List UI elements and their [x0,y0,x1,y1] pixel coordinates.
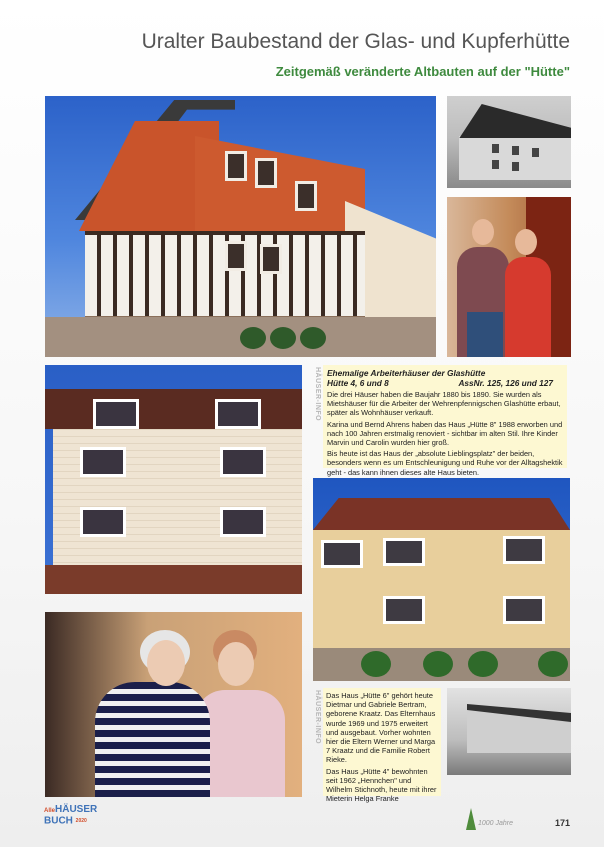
info-box-arbeiterhaeuser [323,365,567,477]
bush-shape [240,327,266,349]
fence-shape [45,565,302,594]
window-shape [225,241,247,271]
bush-shape [468,651,498,677]
bush-shape [300,327,326,349]
info-box-huette [323,688,441,804]
window-shape [260,244,282,274]
woman-right-head-shape [218,642,254,686]
page-subtitle: Zeitgemäß veränderte Altbauten auf der "Hütte" [275,64,570,79]
side-label-top: HÄUSER-INFO [314,367,321,422]
side-label-bottom: HÄUSER-INFO [314,690,321,745]
couple-portrait-photo [447,197,571,357]
roof-shape [313,498,570,530]
bush-shape [538,651,568,677]
info-paragraph: Das Haus „Hütte 4" bewohnten seit 1962 „Hennchen" und Wilhelm Stichnoth, heute mit ihrer Mieterin Helga Franke [326,766,437,804]
logo-top-text: Alle [44,808,56,814]
anniversary-mark [466,808,536,832]
house-numbers: Hütte 4, 6 und 8 [327,378,389,388]
assessment-numbers: AssNr. 125, 126 und 127 [458,378,553,388]
roof-shape [447,104,571,138]
logo-main-text: HÄUSER [55,804,98,815]
window-shape [255,158,277,188]
logo-tag-text: 2020 [75,818,87,824]
window-shape [215,399,261,429]
man-head-shape [472,219,494,245]
logo-sub-text: BUCH [44,815,73,827]
window-shape [93,399,139,429]
woman-head-shape [515,229,537,255]
window-shape [80,507,126,537]
page-title: Uralter Baubestand der Glas- und Kupferhütte [141,30,570,53]
woman-figure [505,257,551,357]
haeuserbuch-logo [44,805,97,827]
anniversary-text: 1000 Jahre [478,820,514,827]
bush-shape [270,327,296,349]
woman-left-head-shape [147,640,185,686]
info-paragraph: Karina und Bernd Ahrens haben das Haus „Hütte 8" 1988 erworben und nach 100 Jahren erstmalig renoviert - sichtbar im alten Stil. Ihre Kinder Marvin und Carolin wurden hier groß. [327,419,563,448]
window-shape [80,447,126,477]
woman-left-figure [95,682,210,797]
window-shape [492,144,499,153]
window-shape [295,181,317,211]
window-shape [321,540,363,568]
bush-shape [361,651,391,677]
window-shape [220,507,266,537]
window-shape [512,146,519,155]
bush-shape [423,651,453,677]
tiled-wall-shape [195,136,365,246]
info-subheading [327,378,567,388]
wall-shape [459,136,571,180]
apartment-house-photo [45,365,302,594]
two-women-portrait-photo [45,612,302,797]
historic-bw-house-photo [447,96,571,188]
roof-shape [45,389,302,429]
yellow-house-photo [313,478,570,681]
info-paragraph: Bis heute ist das Haus der „absolute Lieblingsplatz" der beiden, besonders wenn es um Entschleunigung und Ruhe vor der Alltagshektik geht - das kann ihnen dieses alte Haus bieten. [327,449,563,477]
window-shape [532,148,539,157]
info-paragraph: Das Haus „Hütte 6" gehört heute Dietmar und Gabriele Bertram, geborene Kraatz. Das Elternhaus wurde 1969 und 1975 erweitert und ausgebaut. Vorher wohnten hier die Eltern Werner und Marga 7 Kraatz und die Familie Robert Rieke. [326,691,436,765]
window-shape [503,596,545,624]
man-legs-shape [467,312,503,357]
window-shape [512,162,519,171]
window-shape [225,151,247,181]
tower-icon [466,808,476,830]
info-heading: Ehemalige Arbeiterhäuser der Glashütte [327,368,486,378]
window-shape [383,538,425,566]
window-shape [383,596,425,624]
page-number: 171 [555,818,571,828]
window-shape [220,447,266,477]
half-timbered-house-photo [45,96,436,357]
window-shape [492,160,499,169]
info-paragraph: Die drei Häuser haben die Baujahr 1880 bis 1890. Sie wurden als Mietshäuser für die Arbeiter der Wehrenpfennigschen Glashütte erbaut, später als Wohnhäuser verkauft. [327,390,561,418]
historic-bw-street-photo [447,688,571,775]
window-shape [503,536,545,564]
